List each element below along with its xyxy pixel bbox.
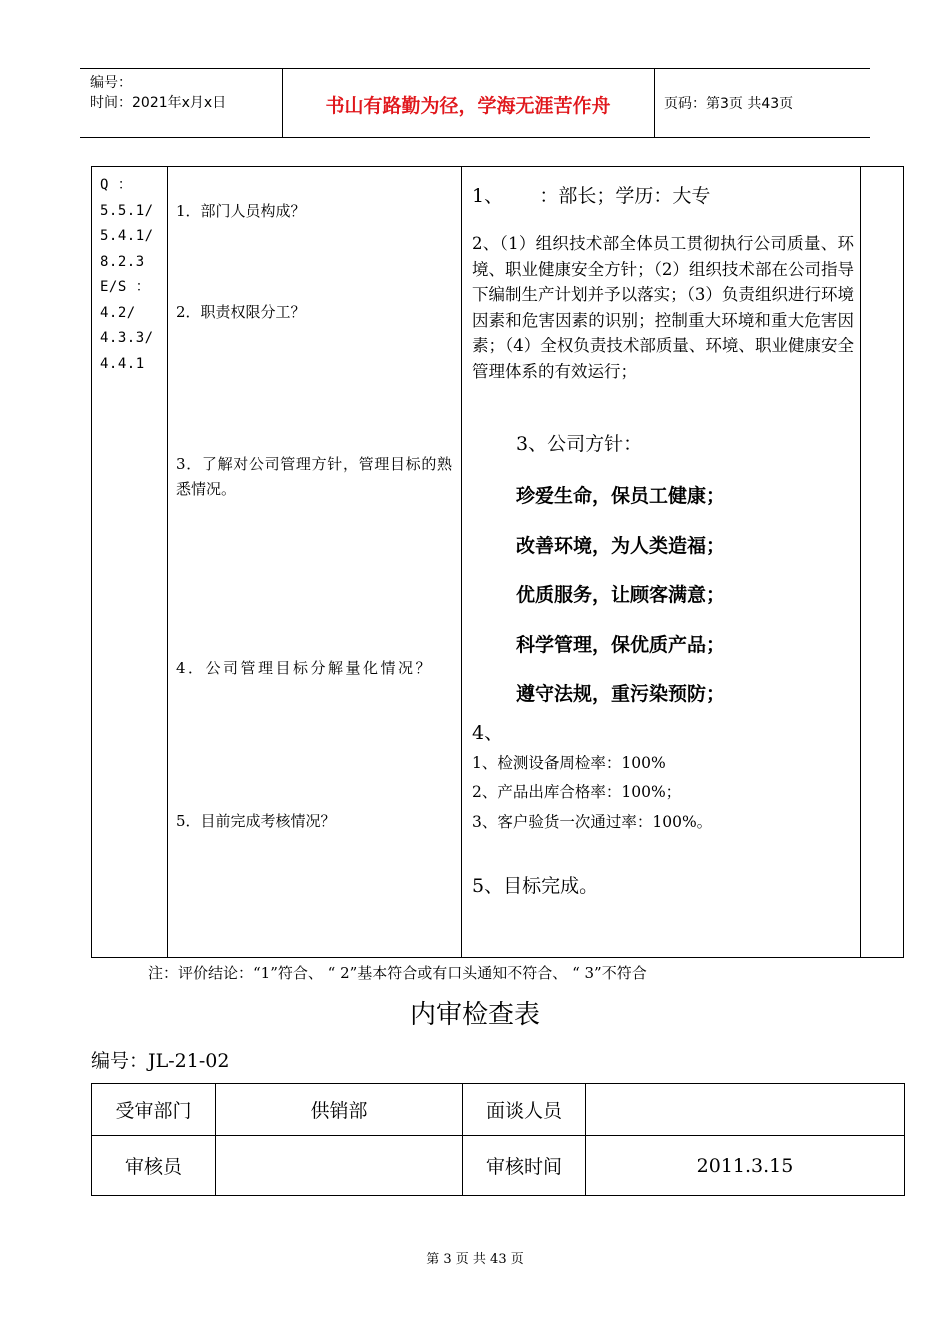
question-3: 3．了解对公司管理方针，管理目标的熟悉情况。: [176, 455, 452, 498]
clause-line: 8.2.3: [100, 253, 145, 270]
interviewee-value: [586, 1084, 905, 1136]
policy-item: 珍爱生命，保员工健康；: [516, 485, 726, 507]
answer-1: 1、 ：部长；学历：大专: [472, 185, 711, 207]
interviewee-label: 面谈人员: [463, 1084, 586, 1136]
target-item: 3、客户验货一次通过率：100%。: [472, 813, 713, 831]
clause-references: [100, 173, 164, 377]
target-item: 2、产品出库合格率：100%；: [472, 783, 682, 801]
auditor-value: [216, 1136, 463, 1196]
form-code: 编号：JL-21-02: [91, 1050, 230, 1072]
audit-time-value: 2011.3.15: [586, 1136, 905, 1196]
header-number: 编号：: [90, 75, 132, 91]
column-divider: [461, 167, 462, 957]
page-header: [80, 68, 870, 138]
audit-time-label: 审核时间: [463, 1136, 586, 1196]
dept-label: 受审部门: [92, 1084, 216, 1136]
question-5: 5．目前完成考核情况？: [176, 812, 336, 830]
target-item: 1、检测设备周检率：100%: [472, 754, 666, 772]
evaluation-note: 注：评价结论：“1”符合、 “ 2”基本符合或有口头通知不符合、 “ 3”不符合: [148, 964, 647, 982]
clause-line: 4.4.1: [100, 355, 145, 372]
column-divider: [860, 167, 861, 957]
clause-line: E/S ：: [100, 279, 151, 295]
answer-5: 5、目标完成。: [472, 875, 599, 897]
policy-item: 遵守法规，重污染预防；: [516, 683, 726, 705]
question-2: 2．职责权限分工？: [176, 303, 306, 321]
policy-item: 优质服务，让顾客满意；: [516, 584, 726, 606]
form-title: 内审检查表: [409, 1000, 540, 1030]
clause-line: 4.2/: [100, 304, 136, 321]
answer-2: 2、（1）组织技术部全体员工贯彻执行公司质量、环境、职业健康安全方针；（2）组织技术部在公司指导下编制生产计划并予以落实；（3）负责组织进行环境因素和危害因素的识别；控制重大环境和重大危害因素；（4）全权负责技术部质量、环境、职业健康安全管理体系的有效运行；: [472, 234, 854, 381]
clause-line: 5.5.1/: [100, 202, 154, 219]
audit-info-table: [91, 1083, 905, 1196]
header-page-code: 页码：第3页 共43页: [664, 96, 794, 112]
policy-item: 科学管理，保优质产品；: [516, 634, 726, 656]
answer-3-title: 3、公司方针：: [516, 433, 643, 455]
policy-item: 改善环境，为人类造福；: [516, 535, 726, 557]
clause-line: 4.3.3/: [100, 330, 154, 346]
clause-line: 5.4.1/: [100, 228, 154, 244]
header-motto: 书山有路勤为径，学海无涯苦作舟: [325, 95, 611, 117]
auditor-label: 审核员: [92, 1136, 216, 1196]
answer-4-title: 4、: [472, 722, 504, 744]
question-4: 4．公司管理目标分解量化情况？: [176, 659, 434, 677]
checklist-table: [91, 166, 904, 958]
page-footer: 第 3 页 共 43 页: [426, 1252, 524, 1267]
header-meta: [90, 73, 226, 113]
column-divider: [167, 167, 168, 957]
dept-value: 供销部: [216, 1084, 463, 1136]
question-1: 1．部门人员构成？: [176, 202, 306, 220]
header-time: 时间：2021年x月x日: [90, 95, 227, 111]
clause-line: Q ：: [100, 177, 133, 193]
header-divider: [654, 69, 655, 137]
